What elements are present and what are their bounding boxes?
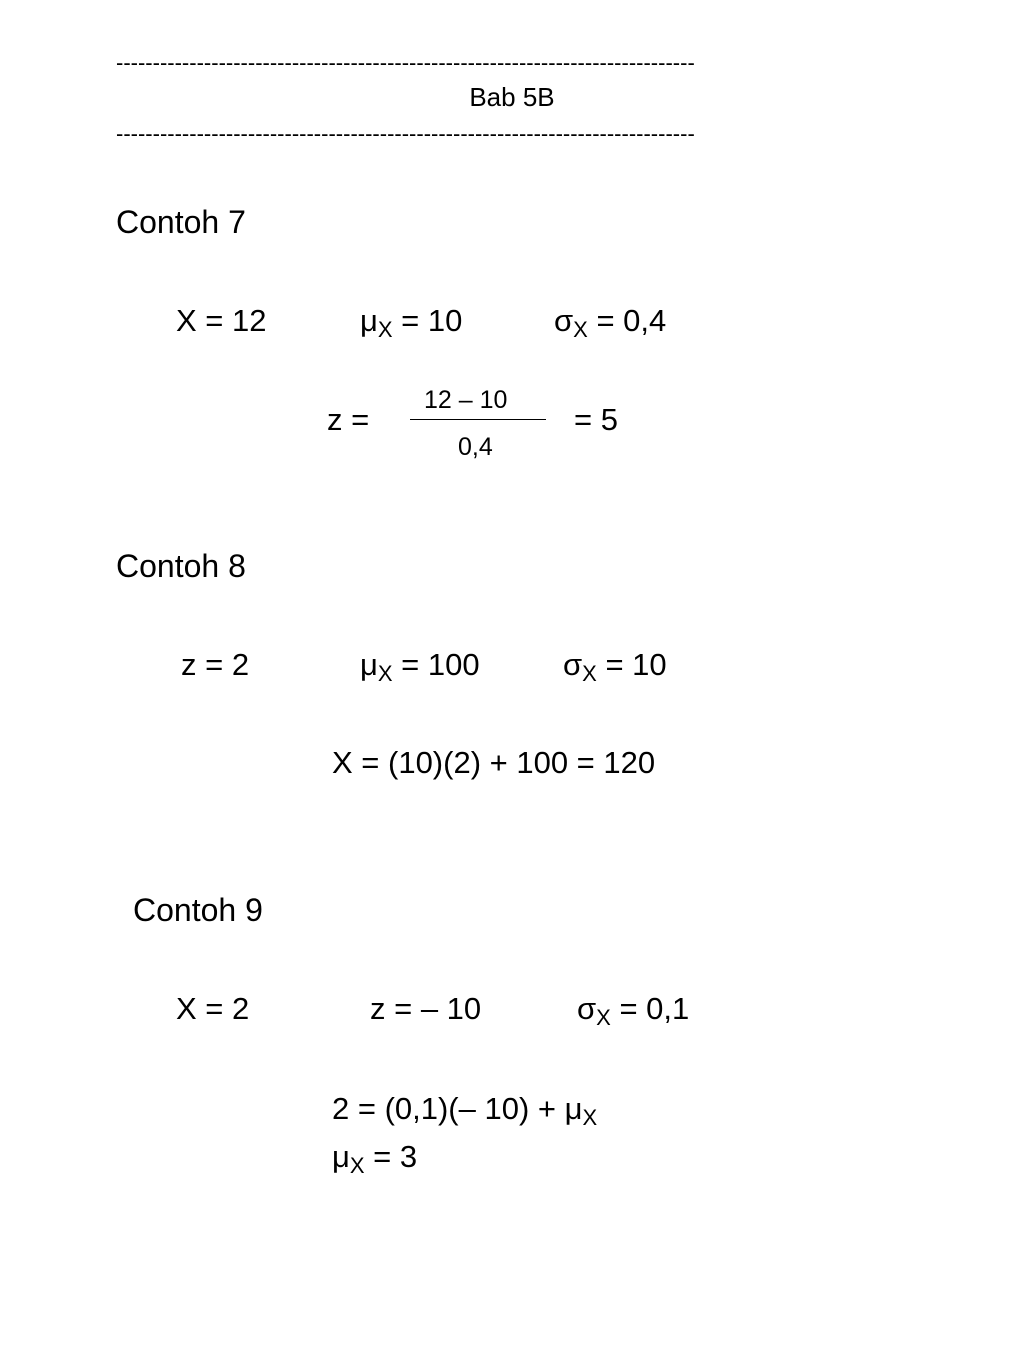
mu-symbol: μ xyxy=(360,647,378,682)
contoh-8-x-formula: X = (10)(2) + 100 = 120 xyxy=(332,745,656,780)
contoh-7-sigma-given xyxy=(554,303,667,342)
contoh-9-x-given: X = 2 xyxy=(176,991,250,1026)
mu-symbol: μ xyxy=(564,1091,583,1126)
contoh-9-sigma-given xyxy=(577,991,690,1030)
contoh-7-fraction-numerator: 12 – 10 xyxy=(424,386,508,414)
mu-symbol: μ xyxy=(360,303,378,338)
sigma-value: = 10 xyxy=(596,647,667,682)
contoh-9-equation-line-1 xyxy=(332,1091,598,1130)
mu-subscript: X xyxy=(582,1105,598,1130)
contoh-7-fraction-denominator: 0,4 xyxy=(458,433,493,461)
contoh-7-x-given: X = 12 xyxy=(176,303,267,338)
mu-result-value: = 3 xyxy=(364,1139,418,1174)
contoh-9-z-given: z = – 10 xyxy=(370,991,482,1026)
sigma-value: = 0,1 xyxy=(610,991,690,1026)
contoh-7-fraction-bar xyxy=(410,419,546,420)
contoh-8-sigma-given xyxy=(563,647,667,686)
sigma-value: = 0,4 xyxy=(587,303,667,338)
equation-text: 2 = (0,1)(– 10) + xyxy=(332,1091,565,1126)
contoh-7-mu-given xyxy=(360,303,463,342)
sigma-symbol: σ xyxy=(577,991,597,1026)
page-title: Bab 5B xyxy=(469,82,555,112)
header-rule-top: ------------------------------------------------------------------------------- xyxy=(116,50,695,75)
mu-subscript: X xyxy=(349,1153,365,1178)
mu-symbol: μ xyxy=(332,1139,350,1174)
contoh-8-mu-given xyxy=(360,647,480,686)
mu-value: = 100 xyxy=(392,647,480,682)
sigma-subscript: X xyxy=(573,317,588,342)
contoh-7-z-lhs: z = xyxy=(327,402,370,437)
mu-value: = 10 xyxy=(392,303,463,338)
sigma-symbol: σ xyxy=(554,303,574,338)
contoh-8-heading: Contoh 8 xyxy=(116,548,246,584)
contoh-7-z-result: = 5 xyxy=(574,402,618,437)
mu-subscript: X xyxy=(377,317,393,342)
sigma-subscript: X xyxy=(582,661,597,686)
contoh-9-equation-line-2 xyxy=(332,1139,418,1178)
contoh-7-heading: Contoh 7 xyxy=(116,204,246,240)
sigma-subscript: X xyxy=(596,1005,611,1030)
contoh-9-heading: Contoh 9 xyxy=(133,892,263,928)
contoh-8-z-given: z = 2 xyxy=(181,647,250,682)
sigma-symbol: σ xyxy=(563,647,583,682)
header-rule-bottom: ------------------------------------------------------------------------------- xyxy=(116,121,695,146)
mu-subscript: X xyxy=(377,661,393,686)
